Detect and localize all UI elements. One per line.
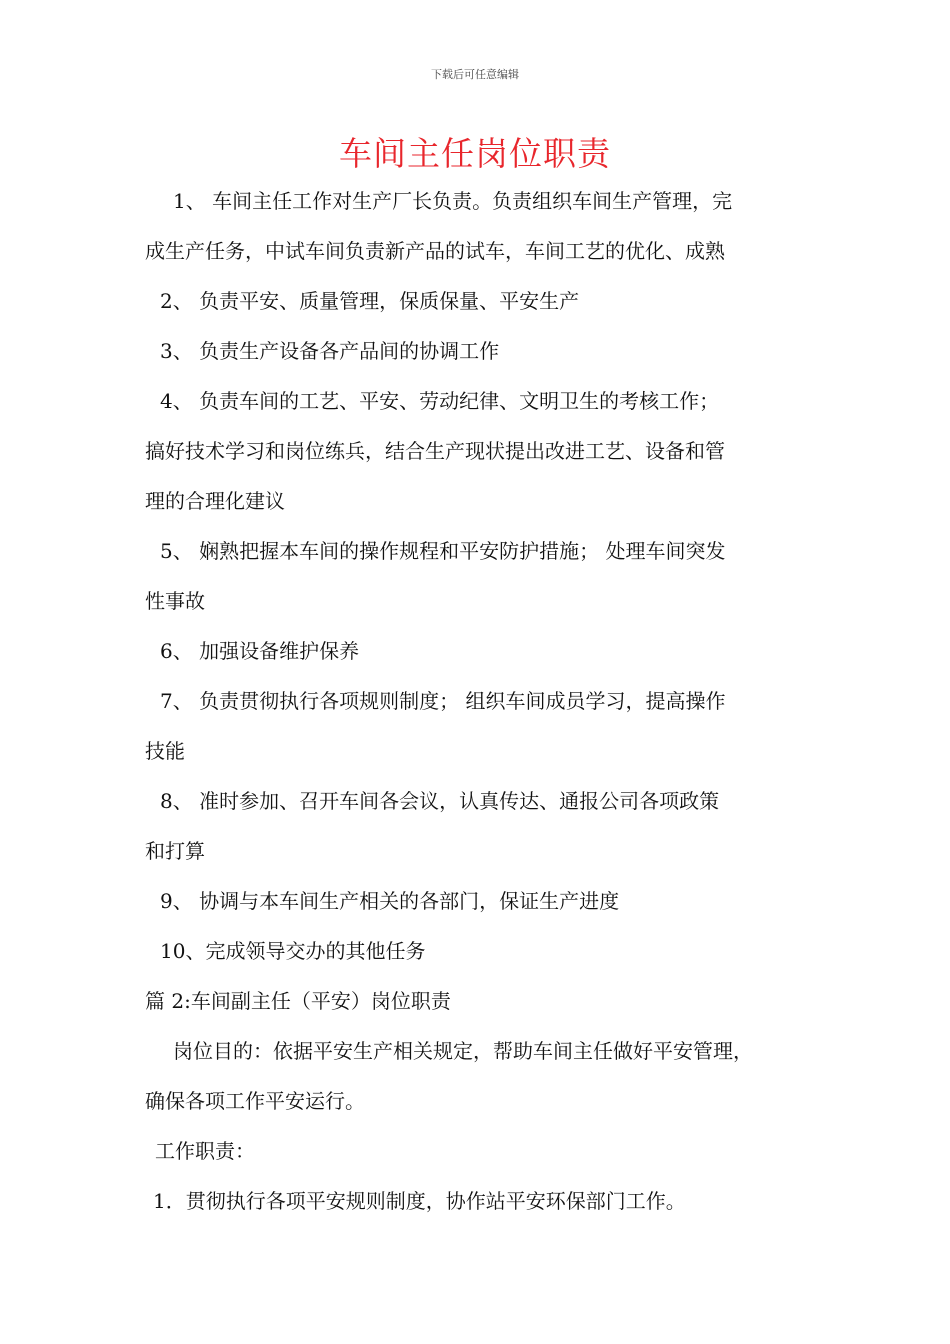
paragraph-line: 理的合理化建议 xyxy=(145,489,285,513)
paragraph-line: 2、 负责平安、质量管理，保质保量、平安生产 xyxy=(160,289,580,313)
paragraph-line: 8、 准时参加、召开车间各会议，认真传达、通报公司各项政策 xyxy=(160,789,720,813)
paragraph-line: 性事故 xyxy=(145,589,205,613)
paragraph-line: 9、 协调与本车间生产相关的各部门，保证生产进度 xyxy=(160,889,620,913)
paragraph-line: 3、 负责生产设备各产品间的协调工作 xyxy=(160,339,500,363)
paragraph-line: 6、 加强设备维护保养 xyxy=(160,639,360,663)
paragraph-line: 技能 xyxy=(145,739,185,763)
paragraph-line: 岗位目的：依据平安生产相关规定，帮助车间主任做好平安管理， xyxy=(173,1039,753,1063)
paragraph-line: 10、完成领导交办的其他任务 xyxy=(160,939,426,963)
paragraph-line: 7、 负责贯彻执行各项规则制度； 组织车间成员学习，提高操作 xyxy=(160,689,726,713)
paragraph-line: 成生产任务，中试车间负责新产品的试车，车间工艺的优化、成熟 xyxy=(145,239,725,263)
document-body xyxy=(145,176,815,1226)
paragraph-line: 1、 车间主任工作对生产厂长负责。负责组织车间生产管理，完 xyxy=(173,189,733,213)
page-title: 车间主任岗位职责 xyxy=(339,134,611,173)
paragraph-line: 和打算 xyxy=(145,839,205,863)
section-heading: 篇 2:车间副主任（平安）岗位职责 xyxy=(145,989,451,1013)
paragraph-line: 确保各项工作平安运行。 xyxy=(145,1089,365,1113)
subheading: 工作职责： xyxy=(155,1139,255,1163)
paragraph-line: 4、 负责车间的工艺、平安、劳动纪律、文明卫生的考核工作； xyxy=(160,389,720,413)
paragraph-line: 5、 娴熟把握本车间的操作规程和平安防护措施； 处理车间突发 xyxy=(160,539,726,563)
paragraph-line: 搞好技术学习和岗位练兵，结合生产现状提出改进工艺、设备和管 xyxy=(145,439,725,463)
header-note: 下载后可任意编辑 xyxy=(431,68,519,81)
paragraph-line: 1．贯彻执行各项平安规则制度，协作站平安环保部门工作。 xyxy=(153,1189,686,1213)
